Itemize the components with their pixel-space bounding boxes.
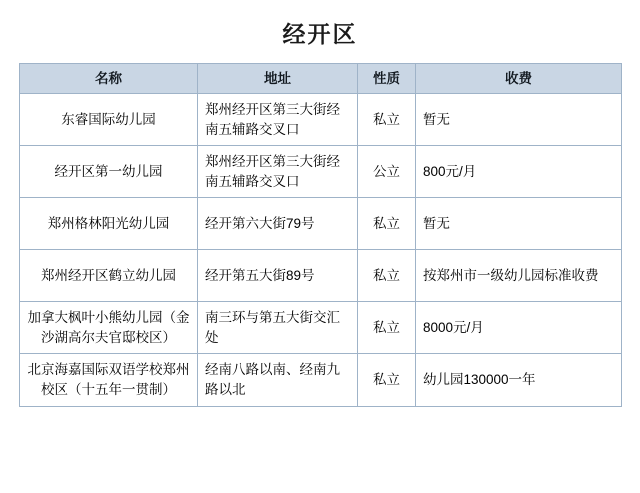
cell-name: 郑州格林阳光幼儿园 <box>20 198 198 250</box>
table-row <box>20 302 622 354</box>
table-header-row <box>20 64 622 94</box>
table-row <box>20 354 622 406</box>
cell-type: 私立 <box>358 198 416 250</box>
table-header <box>20 64 622 94</box>
cell-name: 郑州经开区鹤立幼儿园 <box>20 250 198 302</box>
column-header-name: 名称 <box>20 64 198 94</box>
cell-fee: 按郑州市一级幼儿园标准收费 <box>416 250 622 302</box>
table-row <box>20 146 622 198</box>
cell-type: 私立 <box>358 250 416 302</box>
table-body <box>20 94 622 407</box>
page-title: 经开区 <box>282 21 358 47</box>
kindergarten-table <box>19 63 622 407</box>
cell-name: 经开区第一幼儿园 <box>20 146 198 198</box>
cell-address: 南三环与第五大街交汇处 <box>198 302 358 354</box>
cell-type: 私立 <box>358 354 416 406</box>
table-container <box>0 63 640 407</box>
cell-fee: 8000元/月 <box>416 302 622 354</box>
column-header-type: 性质 <box>358 64 416 94</box>
cell-name: 加拿大枫叶小熊幼儿园（金沙湖高尔夫官邸校区） <box>20 302 198 354</box>
cell-address: 经南八路以南、经南九路以北 <box>198 354 358 406</box>
cell-type: 私立 <box>358 94 416 146</box>
cell-name: 东睿国际幼儿园 <box>20 94 198 146</box>
column-header-address: 地址 <box>198 64 358 94</box>
cell-address: 郑州经开区第三大街经南五辅路交叉口 <box>198 146 358 198</box>
cell-fee: 幼儿园130000一年 <box>416 354 622 406</box>
cell-type: 私立 <box>358 302 416 354</box>
table-row <box>20 198 622 250</box>
column-header-fee: 收费 <box>416 64 622 94</box>
cell-address: 经开第六大街79号 <box>198 198 358 250</box>
cell-type: 公立 <box>358 146 416 198</box>
cell-address: 郑州经开区第三大街经南五辅路交叉口 <box>198 94 358 146</box>
cell-fee: 暂无 <box>416 94 622 146</box>
cell-fee: 800元/月 <box>416 146 622 198</box>
cell-address: 经开第五大街89号 <box>198 250 358 302</box>
cell-name: 北京海嘉国际双语学校郑州校区（十五年一贯制） <box>20 354 198 406</box>
cell-fee: 暂无 <box>416 198 622 250</box>
table-row <box>20 250 622 302</box>
table-row <box>20 94 622 146</box>
